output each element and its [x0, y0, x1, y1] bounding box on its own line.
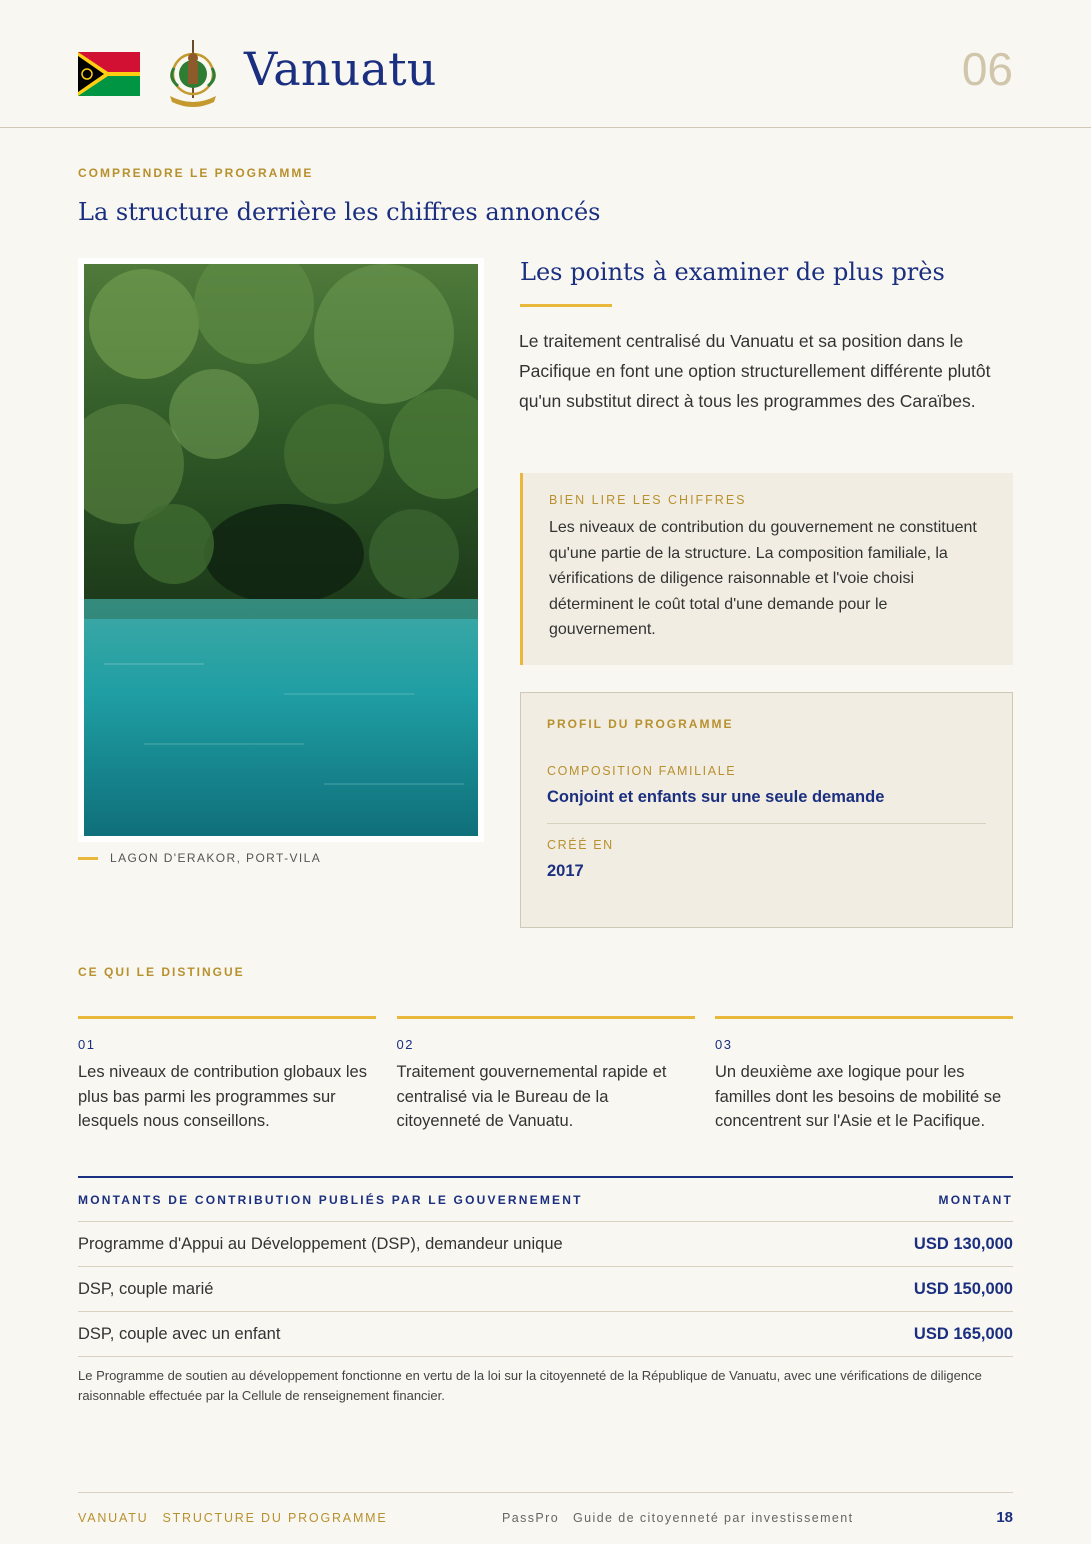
feature-number: 02: [396, 1037, 414, 1052]
caption-text: LAGON D'ERAKOR, PORT-VILA: [110, 851, 322, 865]
points-title: Les points à examiner de plus près: [520, 258, 945, 286]
callout-text: Les niveaux de contribution du gouvernement ne constituent qu'une partie de la structure. La composition familiale, la vérifications de diligence raisonnable et l'voie choisi déterminent le coût total d'une demande pour le gouvernement.: [549, 519, 977, 638]
row-description: Programme d'Appui au Développement (DSP), demandeur unique: [78, 1234, 563, 1253]
feature-text: Traitement gouvernemental rapide et centralisé via le Bureau de la citoyenneté de Vanuatu.: [396, 1063, 667, 1130]
vanuatu-flag-icon: [78, 52, 140, 96]
row-amount: USD 130,000: [913, 1234, 1013, 1253]
contribution-table: [78, 1176, 1013, 1357]
callout-label: BIEN LIRE LES CHIFFRES: [549, 493, 747, 507]
numbers-callout: [520, 473, 1013, 665]
chapter-number: 06: [961, 43, 1013, 95]
footer-chapter: STRUCTURE DU PROGRAMME: [162, 1511, 388, 1525]
page-header: [0, 0, 1091, 128]
footer-section: [78, 1511, 388, 1525]
created-label: CRÉÉ EN: [547, 838, 614, 852]
title-accent-rule: [520, 304, 612, 307]
feature-list: [78, 1016, 1013, 1134]
points-intro: Le traitement centralisé du Vanuatu et sa position dans le Pacifique en font une option structurellement différente plutôt qu'un substitut direct à tous les programmes des Caraïbes.: [519, 331, 991, 411]
feature-item: [715, 1016, 1013, 1134]
table-footnote: Le Programme de soutien au développement fonctionne en vertu de la loi sur la citoyenneté de la République de Vanuatu, avec une vérifications de diligence raisonnable effectuée par la Cellule de renseignement financier.: [78, 1368, 982, 1403]
table-row: [78, 1312, 1013, 1357]
row-description: DSP, couple avec un enfant: [78, 1324, 281, 1343]
page-number: 18: [996, 1509, 1013, 1526]
profile-divider: [547, 823, 986, 824]
table-header: [78, 1178, 1013, 1222]
created-value: 2017: [547, 862, 584, 880]
distinguish-eyebrow: CE QUI LE DISTINGUE: [78, 965, 245, 979]
lagoon-photo: [84, 264, 478, 836]
footer-guide: Guide de citoyenneté par investissement: [573, 1511, 854, 1525]
feature-text: Les niveaux de contribution globaux les plus bas parmi les programmes sur lesquels nous conseillons.: [78, 1063, 367, 1130]
footer-publication: [502, 1511, 853, 1525]
caption-accent: [78, 857, 98, 860]
row-description: DSP, couple marié: [78, 1279, 214, 1298]
family-label: COMPOSITION FAMILIALE: [547, 764, 737, 778]
section-title: La structure derrière les chiffres annoncés: [78, 198, 601, 226]
profile-title: PROFIL DU PROGRAMME: [547, 717, 734, 731]
feature-item: [397, 1016, 695, 1134]
photo-caption: [78, 851, 321, 865]
program-profile-card: [520, 692, 1013, 928]
feature-text: Un deuxième axe logique pour les familles dont les besoins de mobilité se concentrent sur l'Asie et le Pacifique.: [715, 1063, 1002, 1130]
vanuatu-coat-of-arms-icon: [160, 38, 226, 110]
family-value: Conjoint et enfants sur une seule demande: [547, 788, 885, 806]
section-eyebrow: COMPRENDRE LE PROGRAMME: [78, 166, 314, 180]
footer-country: VANUATU: [78, 1511, 149, 1525]
footer-brand: PassPro: [502, 1511, 560, 1525]
photo-frame: [78, 258, 484, 842]
table-row: [78, 1222, 1013, 1267]
feature-item: [78, 1016, 376, 1134]
feature-number: 01: [78, 1037, 96, 1052]
feature-number: 03: [715, 1037, 733, 1052]
table-header-amount: MONTANT: [938, 1192, 1013, 1207]
page-title: Vanuatu: [244, 42, 437, 96]
table-header-description: MONTANTS DE CONTRIBUTION PUBLIÉS PAR LE GOUVERNEMENT: [78, 1192, 583, 1207]
row-amount: USD 150,000: [913, 1279, 1013, 1298]
table-row: [78, 1267, 1013, 1312]
row-amount: USD 165,000: [913, 1324, 1013, 1343]
page-footer: [78, 1492, 1013, 1532]
